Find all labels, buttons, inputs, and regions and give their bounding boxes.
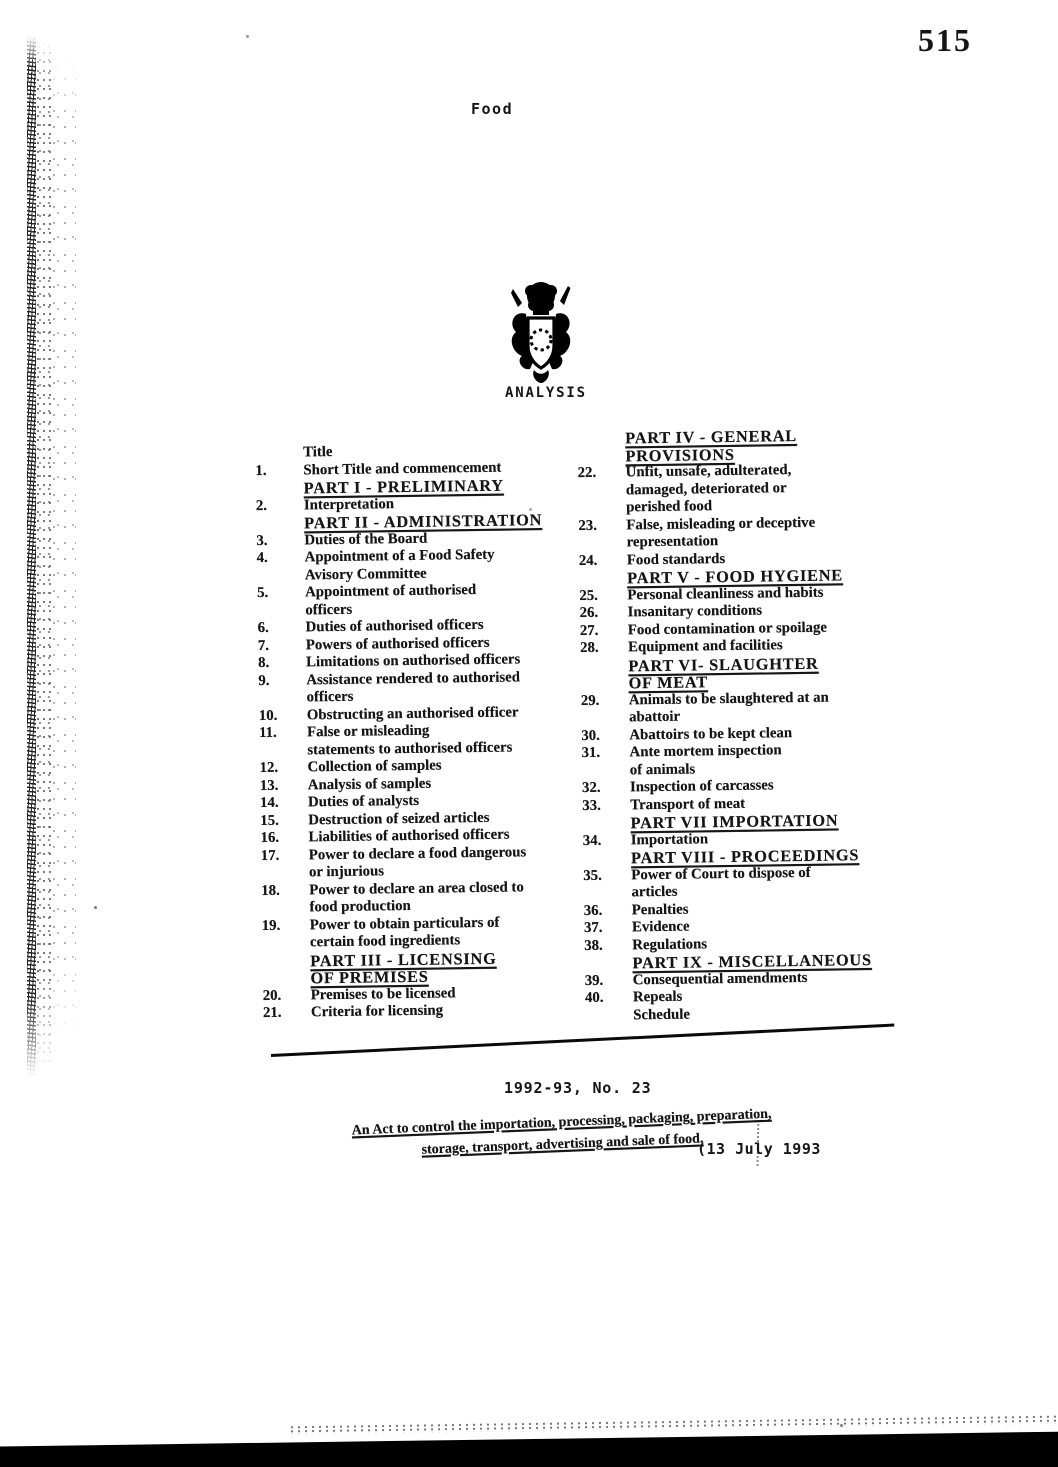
toc-item-text: Obstructing an authorised officer <box>306 703 519 723</box>
toc-item-number: 31. <box>581 744 601 761</box>
coat-of-arms-icon <box>503 280 579 384</box>
toc-item-text: Abattoirs to be kept clean <box>629 724 793 743</box>
toc-item-text: Assistance rendered to authorised officers <box>306 668 520 706</box>
toc-item <box>581 688 921 728</box>
toc-item-text: Duties of analysts <box>307 792 420 811</box>
toc-item <box>583 863 923 903</box>
toc-item-text: PART V - FOOD HYGIENE <box>626 565 844 588</box>
toc-item-text: Limitations on authorised officers <box>305 651 521 671</box>
toc-item-number: 39. <box>584 972 604 989</box>
scan-edge-artifact <box>27 36 36 1078</box>
toc-item-number: 19. <box>261 917 281 934</box>
act-long-title-line: An Act to control the importation, processing, packaging, preparation, <box>351 1106 772 1139</box>
toc-item <box>257 580 587 620</box>
toc-item <box>577 460 918 517</box>
toc-item-text: Premises to be licensed <box>310 984 456 1003</box>
toc-item <box>585 1003 925 1025</box>
toc-item-text: Appointment of a Food Safety Avisory Committee <box>304 546 495 583</box>
toc-item-text: Regulations <box>632 935 708 953</box>
toc-item-number: 24. <box>578 552 598 569</box>
toc-item-number: 29. <box>580 692 600 709</box>
toc-item-text: Interpretation <box>303 495 395 513</box>
toc-item <box>261 843 591 883</box>
toc-item-number: 20. <box>262 987 282 1004</box>
toc-item-text: Criteria for licensing <box>310 1002 444 1021</box>
page-number: 515 <box>918 22 972 58</box>
toc-item-number: 38. <box>584 937 603 954</box>
toc-item-text: Evidence <box>631 918 690 936</box>
toc-item-number: 22. <box>577 464 597 481</box>
toc-item-text: Repeals <box>632 988 683 1006</box>
act-long-title-line: storage, transport, advertising and sale of food. <box>421 1131 704 1158</box>
toc-item-number: 7. <box>257 637 270 654</box>
toc-item-text: Schedule <box>633 1005 691 1023</box>
toc-item-number: 34. <box>582 832 602 849</box>
toc-item-text: PART III - LICENSING OF PREMISES <box>310 948 497 988</box>
toc-item-text: Consequential amendments <box>632 969 808 988</box>
toc-item-number: 26. <box>579 604 599 621</box>
toc-item-number: 12. <box>259 759 279 776</box>
toc-item-number: 3. <box>256 532 268 549</box>
toc-item-text: Power to declare an area closed to food production <box>309 878 524 916</box>
toc-item-text: Inspection of carcasses <box>629 777 774 796</box>
toc-item-text: Unfit, unsafe, adulterated, damaged, deteriorated or perished food <box>625 462 792 516</box>
toc-item-number: 35. <box>583 867 602 884</box>
toc-item-number: 5. <box>256 584 269 601</box>
toc-item-text: Personal cleanliness and habits <box>627 584 824 603</box>
toc-left-column <box>255 440 593 1022</box>
toc-item-number: 28. <box>579 639 599 656</box>
toc-item-number: 23. <box>578 517 597 534</box>
toc-item <box>581 740 921 780</box>
toc-item-text: Power of Court to dispose of articles <box>631 864 811 901</box>
scan-noise-band <box>52 60 76 1040</box>
toc-item-text: PART IV - GENERAL PROVISIONS <box>624 425 798 465</box>
toc-item-text: False or misleading statements to authorised officers <box>306 722 513 758</box>
toc-part-heading <box>577 425 917 465</box>
toc-item-text: Duties of the Board <box>304 530 428 548</box>
toc-item-number: 13. <box>259 777 279 794</box>
toc-item-number: 14. <box>259 794 279 811</box>
toc-item-number: 37. <box>583 919 603 936</box>
toc-item-text: PART IX - MISCELLANEOUS <box>632 949 872 973</box>
toc-part-heading <box>262 948 592 988</box>
toc-item-number: 36. <box>583 902 603 919</box>
toc-item <box>259 720 589 760</box>
toc-item-text: Analysis of samples <box>307 775 432 793</box>
toc-item-text: PART VII IMPORTATION <box>630 810 839 833</box>
toc-item-text: Duties of authorised officers <box>305 616 484 636</box>
toc-item-text: Title <box>302 443 333 461</box>
toc-item-text: PART VI- SLAUGHTER OF MEAT <box>628 653 819 693</box>
toc-item-text: Equipment and facilities <box>627 637 783 656</box>
toc-item-text: PART VIII - PROCEEDINGS <box>630 845 860 868</box>
toc-item-number: 8. <box>257 654 270 671</box>
analysis-heading: ANALYSIS <box>505 385 587 401</box>
toc-item <box>258 668 588 708</box>
toc-item-text: Powers of authorised officers <box>305 634 490 653</box>
toc-item-text: False, misleading or deceptive representation <box>626 514 816 551</box>
toc-item-text: Food contamination or spoilage <box>627 619 827 638</box>
toc-item-text: Power to obtain particulars of certain food ingredients <box>309 914 500 951</box>
toc-item-number: 16. <box>260 829 280 846</box>
running-header: Food <box>471 100 514 118</box>
toc-item-number: 11. <box>258 724 277 741</box>
horizontal-rule <box>271 1024 894 1057</box>
toc-item-number: 40. <box>584 989 604 1006</box>
toc-item <box>263 1000 593 1022</box>
toc-item-number: 17. <box>260 847 280 864</box>
toc-item-text: Power to declare a food dangerous or injurious <box>308 843 527 881</box>
toc-item-number: 18. <box>261 882 280 899</box>
toc-item-text: Penalties <box>631 900 689 918</box>
toc-item-number: 4. <box>256 549 268 566</box>
toc-item-text: Transport of meat <box>630 795 746 813</box>
toc-item <box>578 513 918 553</box>
assent-date: (13 July 1993 <box>697 1140 821 1158</box>
toc-item-number: 9. <box>258 672 270 689</box>
toc-item-text: Importation <box>630 830 709 848</box>
toc-item-text: Ante mortem inspection of animals <box>629 742 782 778</box>
toc-item-text: Animals to be slaughtered at an abattoir <box>628 689 829 726</box>
toc-item-number: 33. <box>582 797 601 814</box>
toc-item <box>256 545 586 585</box>
scan-bottom-edge <box>0 1431 1058 1467</box>
toc-part-heading <box>580 653 920 693</box>
toc-item-text: Destruction of seized articles <box>308 809 490 828</box>
toc-item-number: 32. <box>581 779 601 796</box>
toc-item-text: Insanitary conditions <box>627 602 763 621</box>
toc-item-number: 6. <box>257 619 269 636</box>
toc-right-column <box>577 425 925 1025</box>
toc-item-number: 1. <box>255 462 267 479</box>
toc-item-text: PART I - PRELIMINARY <box>303 475 504 498</box>
toc-item-number: 30. <box>581 727 600 744</box>
toc-item-number: 21. <box>262 1004 282 1021</box>
session-and-act-number: 1992-93, No. 23 <box>504 1079 652 1097</box>
toc-item-text: Collection of samples <box>307 757 442 776</box>
toc-item-number: 10. <box>258 707 278 724</box>
toc-item-text: Liabilities of authorised officers <box>308 826 510 846</box>
toc-item <box>262 913 592 953</box>
toc-item-text: Food standards <box>626 550 726 568</box>
toc-item-number: 15. <box>260 812 279 829</box>
toc-item-text: Short Title and commencement <box>303 459 502 478</box>
toc-item-text: Appointment of authorised officers <box>304 581 477 618</box>
toc-item <box>261 878 591 918</box>
toc-item-number: 27. <box>579 622 599 639</box>
scan-noise-band <box>290 1415 1058 1435</box>
toc-item-number: 2. <box>255 497 268 514</box>
toc-item-text: PART II - ADMINISTRATION <box>303 509 543 533</box>
toc-item-number: 25. <box>579 587 598 604</box>
